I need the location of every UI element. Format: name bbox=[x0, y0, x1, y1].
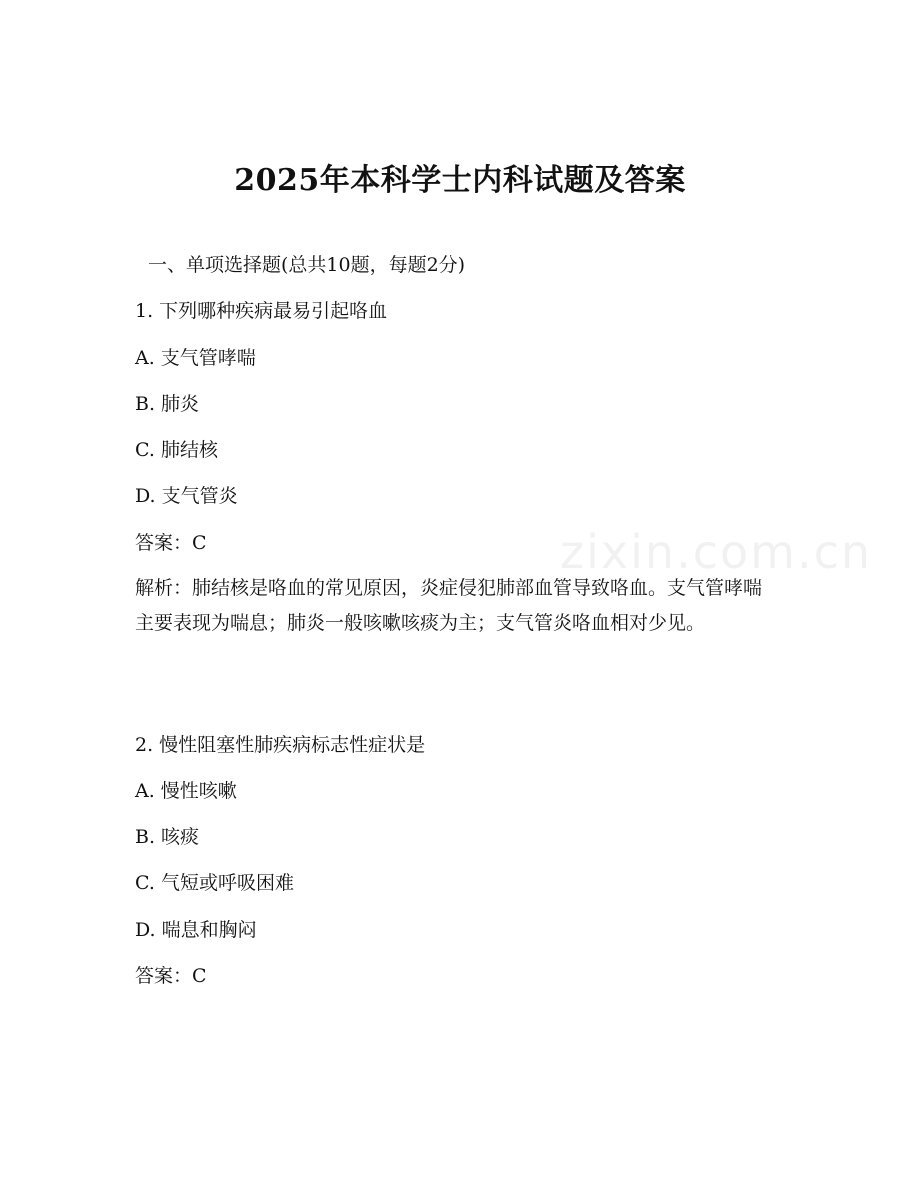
question-1-explanation: 解析：肺结核是咯血的常见原因，炎症侵犯肺部血管导致咯血。支气管哮喘主要表现为喘息；肺炎一般咳嗽咳痰为主；支气管炎咯血相对少见。 bbox=[135, 577, 763, 634]
question-1-option-b: B. 肺炎 bbox=[135, 393, 200, 415]
question-2-answer: 答案：C bbox=[135, 965, 207, 987]
question-1-answer: 答案：C bbox=[135, 532, 207, 554]
question-2-option-b: B. 咳痰 bbox=[135, 826, 200, 848]
document-title: 2025年本科学士内科试题及答案 bbox=[234, 163, 686, 198]
section-heading: 一、单项选择题(总共10题，每题2分) bbox=[148, 254, 466, 276]
question-1-option-a: A. 支气管哮喘 bbox=[135, 347, 256, 369]
watermark: zixin.com.cn bbox=[560, 525, 873, 579]
question-2-stem: 2. 慢性阻塞性肺疾病标志性症状是 bbox=[135, 734, 426, 756]
question-2-option-a: A. 慢性咳嗽 bbox=[135, 780, 237, 802]
question-2-option-c: C. 气短或呼吸困难 bbox=[135, 872, 294, 894]
question-1-option-c: C. 肺结核 bbox=[135, 439, 218, 461]
question-1-stem: 1. 下列哪种疾病最易引起咯血 bbox=[135, 300, 388, 322]
question-1-option-d: D. 支气管炎 bbox=[135, 485, 238, 507]
question-2-option-d: D. 喘息和胸闷 bbox=[135, 919, 257, 941]
